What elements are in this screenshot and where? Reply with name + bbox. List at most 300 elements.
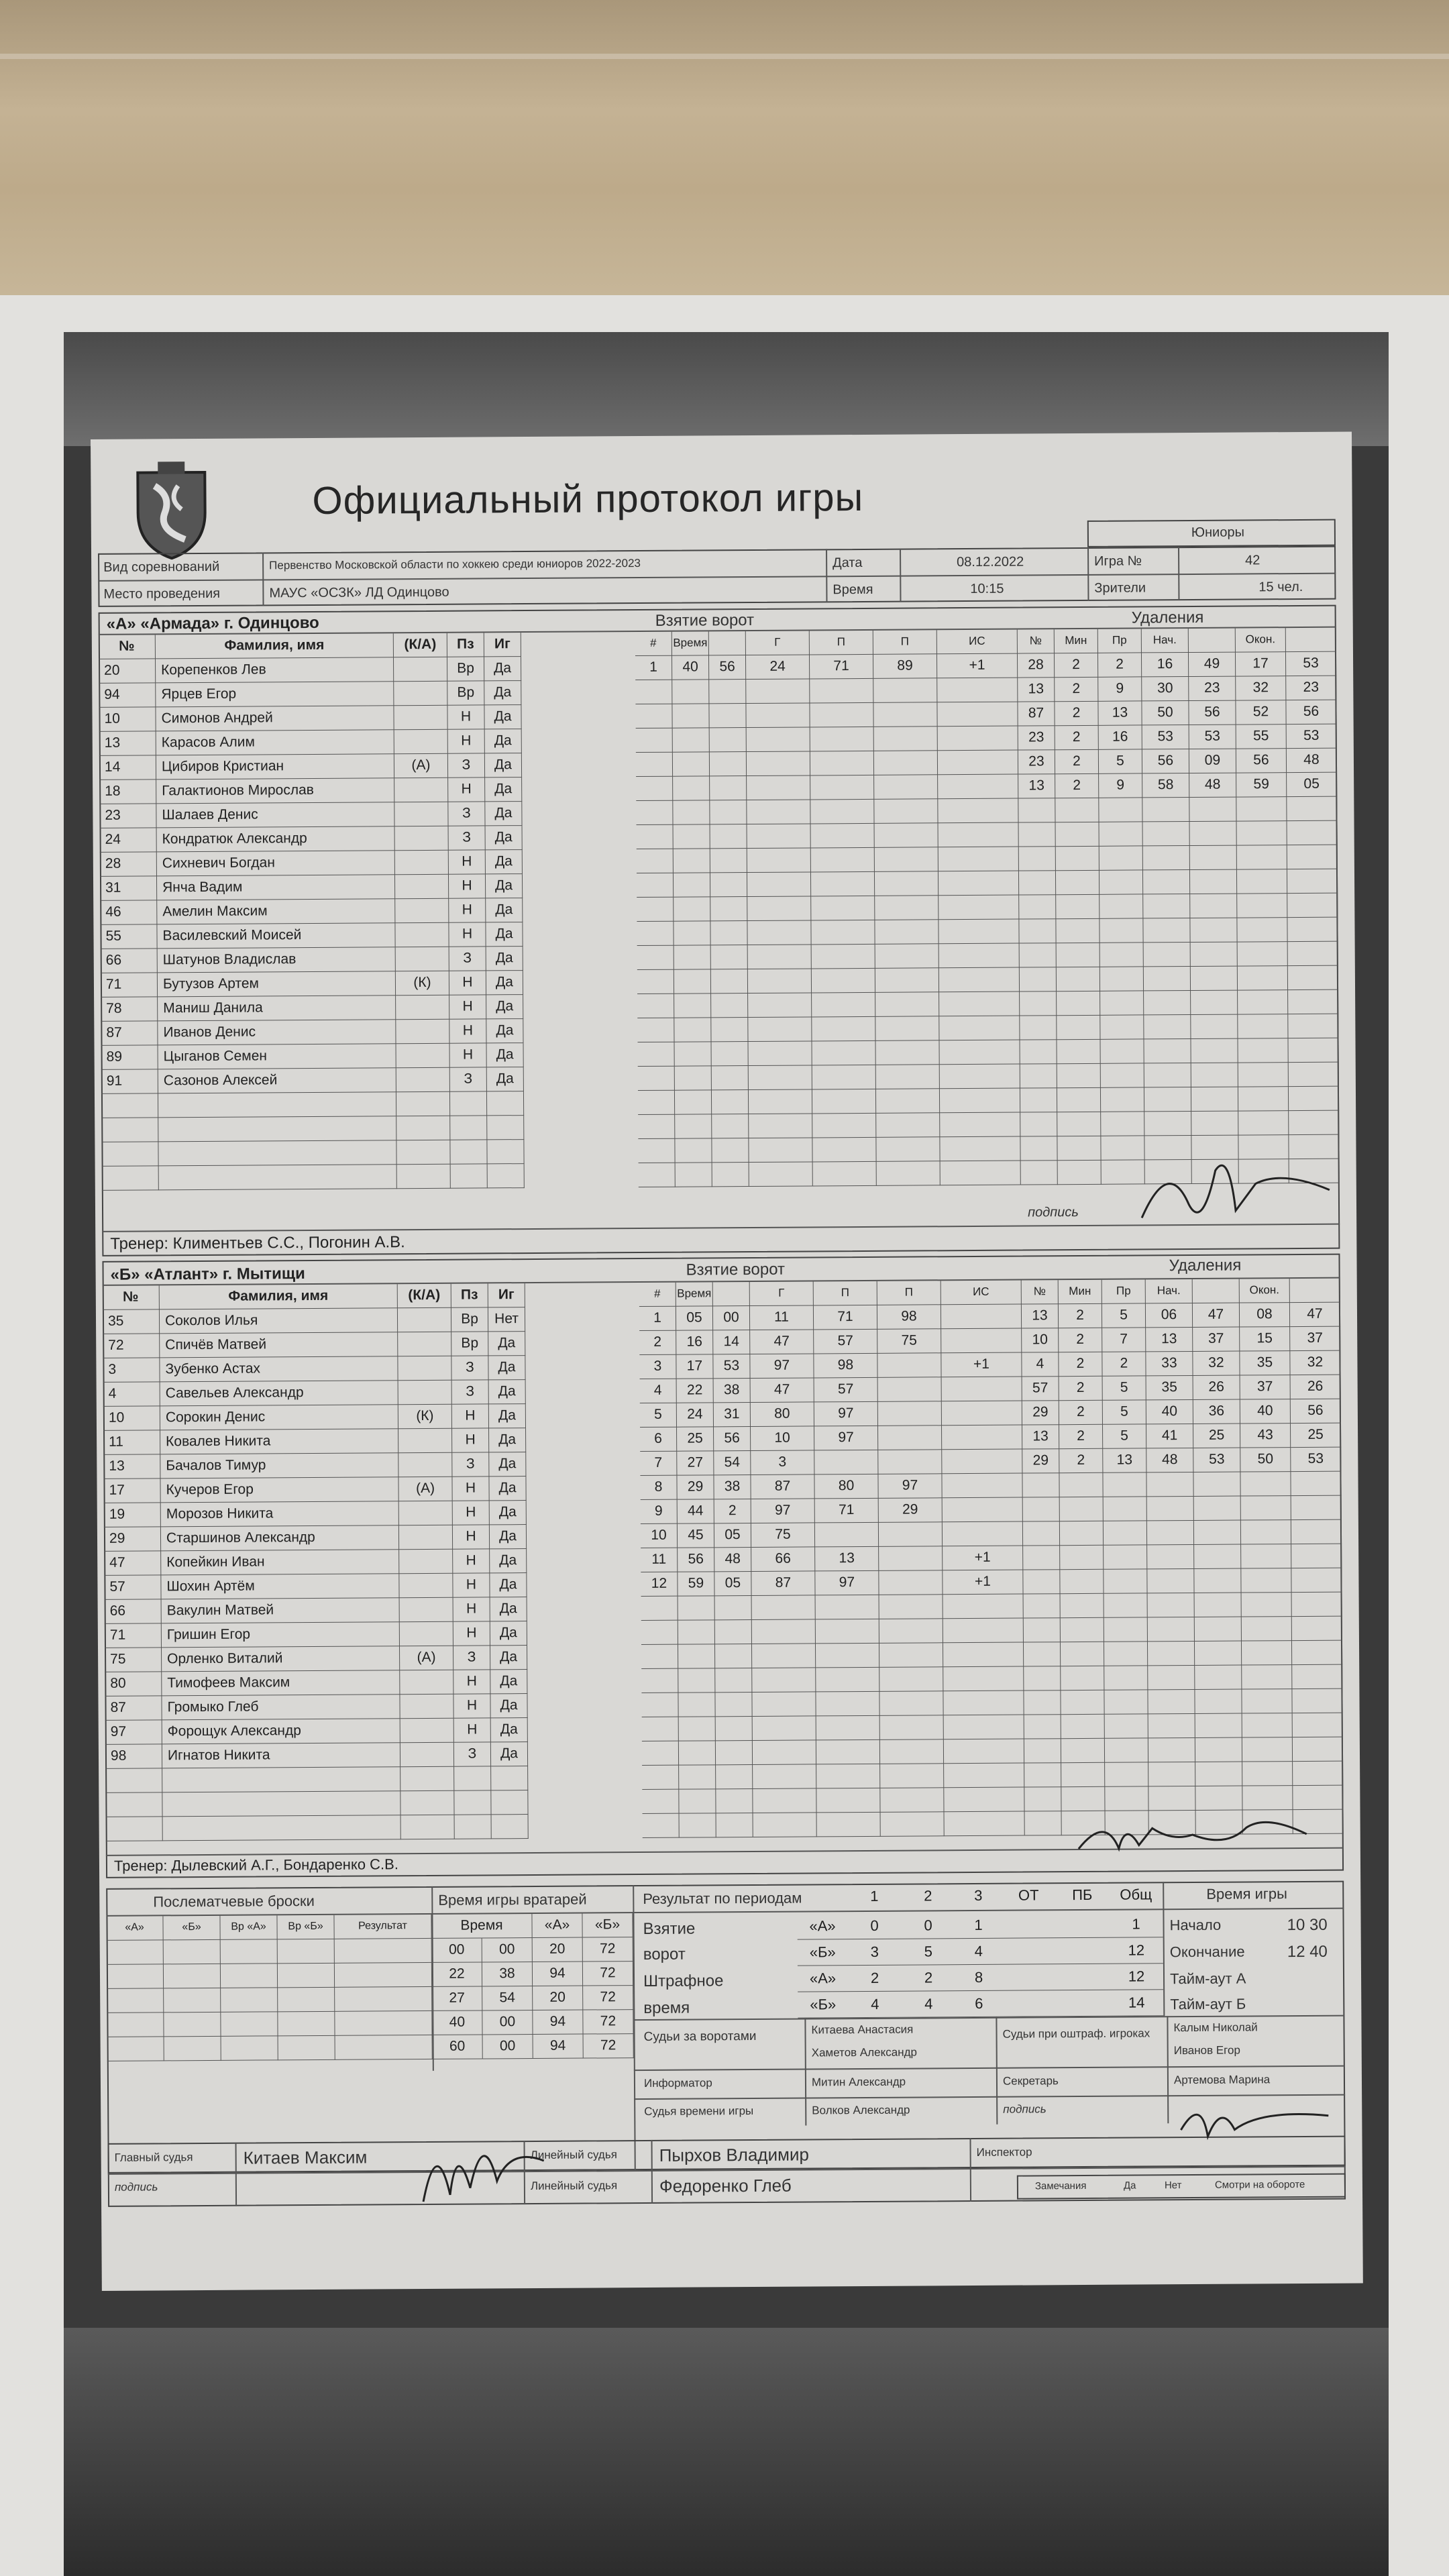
penalty-minutes	[1060, 1497, 1104, 1521]
player-number: 97	[105, 1720, 162, 1745]
penalty-minutes	[1061, 1715, 1105, 1739]
shootout-header-col: Вр «А»	[220, 1915, 277, 1940]
player-number: 57	[104, 1575, 161, 1600]
goal-minute	[679, 1741, 716, 1765]
goal-second	[716, 1765, 753, 1789]
remarks-label: Замечания	[1034, 2180, 1087, 2192]
goal-number: 9	[641, 1500, 678, 1524]
goal-assist-1	[812, 945, 875, 969]
player-name: Карасов Алим	[156, 730, 394, 755]
goal-minute	[678, 1644, 715, 1668]
penalty-reason	[1103, 1472, 1146, 1497]
period-value: 5	[924, 1943, 932, 1960]
goal-number	[637, 970, 674, 994]
gk-header-b: «Б»	[582, 1913, 633, 1937]
penalty-player	[1019, 895, 1056, 919]
goal-minute: 22	[677, 1379, 714, 1403]
goal-assist-2	[881, 1812, 945, 1837]
penalty-minutes	[1061, 1763, 1105, 1787]
goal-assist-2	[877, 1161, 941, 1186]
gk-header-a: «А»	[532, 1914, 582, 1938]
penalty-minutes	[1056, 847, 1099, 871]
penalty-player: 57	[1022, 1377, 1059, 1401]
goal-second	[709, 680, 746, 704]
penalty-start-min	[1142, 798, 1189, 822]
game-no-label: Игра №	[1094, 553, 1142, 569]
player-role: (К)	[398, 1405, 452, 1429]
goal-assist-1: 71	[814, 1305, 877, 1330]
goal-scorer	[746, 703, 810, 728]
penalty-reason	[1105, 1762, 1148, 1786]
goal-second	[712, 1042, 749, 1066]
goal-scorer	[747, 872, 811, 897]
team-a-goals-table	[635, 630, 1021, 1187]
goal-judge-2: Хаметов Александр	[811, 2045, 918, 2059]
period-value: 14	[1128, 1994, 1145, 2011]
shootout-cell	[278, 1988, 335, 2012]
period-column-label: 1	[870, 1887, 879, 1904]
secretary-value: Артемова Марина	[1173, 2073, 1271, 2087]
period-value: 0	[870, 1917, 879, 1934]
goal-assist-2	[873, 678, 937, 703]
player-role	[396, 1044, 450, 1068]
penalty-header-col: №	[1022, 1280, 1059, 1304]
player-position: Вр	[451, 1307, 488, 1332]
goal-second: 56	[714, 1427, 751, 1451]
penalty-end-min	[1241, 1544, 1291, 1568]
federation-logo-icon	[131, 459, 212, 560]
goal-situation	[942, 1377, 1022, 1402]
player-name: Соколов Илья	[160, 1308, 398, 1334]
penalty-end-sec	[1292, 1617, 1342, 1641]
competition-label: Вид соревнований	[103, 559, 220, 575]
team-a-pen-sign-label: подпись	[1027, 1205, 1079, 1220]
team-b-penalties-table	[1022, 1279, 1344, 1836]
player-number: 91	[101, 1069, 158, 1094]
goal-assist-1	[816, 1788, 880, 1813]
goal-assist-1	[810, 727, 874, 752]
period-row	[797, 1911, 1163, 1939]
goal-scorer	[749, 1065, 812, 1090]
goal-scorer	[752, 1595, 816, 1620]
goal-minute	[675, 1138, 712, 1163]
penalty-minutes	[1057, 1040, 1100, 1064]
goal-assist-1	[810, 775, 874, 800]
player-name: Бутузов Артем	[158, 971, 396, 997]
goal-assist-2	[874, 751, 938, 775]
goalkeeper-time-table	[431, 1913, 633, 2059]
goal-second	[715, 1644, 752, 1668]
player-name: Орленко Виталий	[162, 1646, 400, 1672]
goal-situation: +1	[943, 1546, 1023, 1571]
penalty-minutes: 2	[1055, 678, 1098, 702]
goal-assist-2	[880, 1764, 944, 1788]
penalty-end-min	[1242, 1786, 1293, 1810]
penalty-player: 13	[1022, 1425, 1059, 1449]
player-played: Нет	[488, 1307, 525, 1332]
penalty-end-sec	[1293, 1762, 1343, 1786]
penalty-judges-label: Судьи при оштраф. игроках	[1002, 2027, 1150, 2041]
penalty-player: 28	[1018, 653, 1055, 678]
penalty-end-sec: 53	[1287, 724, 1337, 749]
goal-assist-2	[879, 1691, 943, 1716]
player-position: Н	[454, 1718, 491, 1742]
player-position: З	[449, 947, 486, 971]
penalty-player: 29	[1022, 1401, 1059, 1425]
goal-scorer	[752, 1692, 816, 1717]
shootout-cell	[278, 2012, 335, 2037]
line-ref-1: Пырхов Владимир	[659, 2144, 810, 2165]
player-name	[162, 1791, 400, 1817]
penalty-end-sec: 56	[1286, 700, 1336, 724]
goal-assist-2	[877, 1353, 941, 1378]
goal-number	[642, 1790, 679, 1814]
penalty-start-sec	[1195, 1762, 1242, 1786]
penalty-player: 23	[1018, 750, 1055, 774]
goal-scorer	[749, 1162, 813, 1187]
shootout-cell	[335, 1987, 432, 2012]
penalty-minutes: 2	[1059, 1425, 1103, 1449]
goal-second	[712, 1163, 749, 1187]
goal-situation	[937, 678, 1018, 703]
player-number: 75	[105, 1648, 162, 1672]
player-number: 98	[105, 1744, 162, 1769]
penalty-player: 13	[1018, 774, 1055, 798]
player-position: Н	[447, 705, 484, 729]
penalty-start-min	[1144, 1015, 1191, 1039]
penalty-start-min: 16	[1142, 653, 1189, 677]
penalty-reason	[1105, 1714, 1148, 1738]
gk-second: 00	[482, 1938, 533, 1962]
penalty-reason: 5	[1103, 1400, 1146, 1424]
penalty-start-min	[1148, 1617, 1195, 1642]
goal-scorer	[747, 848, 811, 873]
player-role	[395, 826, 449, 851]
goal-second	[715, 1693, 752, 1717]
player-position: З	[452, 1380, 489, 1404]
goal-second	[715, 1596, 752, 1620]
gk-team-a: 20	[533, 1986, 583, 2010]
goal-assist-2	[879, 1667, 943, 1692]
penalty-start-min	[1144, 943, 1191, 967]
penalty-player	[1024, 1763, 1061, 1787]
goal-situation	[943, 1498, 1023, 1523]
goal-situation	[943, 1691, 1024, 1716]
timeout-a-label: Тайм-аут А	[1169, 1970, 1246, 1988]
goal-minute	[675, 1066, 712, 1090]
penalty-end-sec	[1293, 1737, 1343, 1762]
penalty-end-min	[1242, 1593, 1292, 1617]
period-value	[1002, 1964, 1056, 1990]
penalty-minutes	[1061, 1739, 1105, 1763]
player-name: Бачалов Тимур	[160, 1453, 398, 1479]
period-team-tag: «А»	[809, 1970, 837, 1987]
penalty-header-col	[1189, 629, 1236, 653]
goal-second	[715, 1668, 752, 1693]
goal-situation	[938, 751, 1018, 775]
penalty-reason	[1099, 894, 1143, 918]
goal-minute	[672, 704, 709, 728]
penalty-player	[1019, 847, 1056, 871]
goal-scorer	[752, 1644, 816, 1668]
goal-number	[642, 1741, 679, 1766]
penalty-start-sec	[1195, 1617, 1242, 1642]
goal-scorer	[753, 1813, 817, 1837]
goal-minute	[673, 776, 710, 800]
penalty-minutes: 2	[1059, 1352, 1102, 1377]
shootout-cell	[278, 1964, 335, 1988]
goal-assist-1	[812, 1041, 876, 1066]
gk-minute: 22	[432, 1962, 482, 1986]
penalty-start-sec	[1195, 1666, 1242, 1690]
player-number: 87	[101, 1021, 158, 1046]
goal-assist-2	[878, 1450, 942, 1474]
penalty-start-min	[1147, 1521, 1194, 1545]
goals-header-col: ИС	[941, 1281, 1022, 1305]
player-position: Н	[452, 1428, 489, 1452]
player-role	[396, 1092, 450, 1116]
penalty-player	[1024, 1787, 1061, 1811]
penalty-end-min	[1241, 1496, 1291, 1520]
penalty-end-sec: 48	[1287, 749, 1337, 773]
player-number: 3	[103, 1358, 160, 1383]
goal-minute	[673, 752, 710, 776]
goal-assist-1	[816, 1764, 880, 1789]
player-role	[400, 1622, 453, 1646]
penalty-start-min	[1144, 1087, 1191, 1112]
goal-number	[641, 1597, 678, 1621]
penalty-header-col	[1193, 1279, 1240, 1303]
goal-situation	[938, 823, 1019, 848]
goal-assist-2	[875, 823, 938, 848]
penalty-start-min	[1144, 991, 1191, 1015]
player-played: Да	[490, 1525, 527, 1549]
penalty-start-min: 58	[1142, 773, 1189, 798]
goal-minute: 44	[678, 1499, 714, 1523]
penalty-start-sec	[1195, 1642, 1242, 1666]
goal-situation	[942, 1450, 1022, 1474]
goal-number	[635, 704, 672, 729]
player-name: Вакулин Матвей	[162, 1598, 400, 1623]
goals-header-col: П	[814, 1281, 877, 1306]
player-number: 66	[105, 1599, 162, 1624]
shootout-cell	[164, 2037, 221, 2061]
player-played	[491, 1766, 528, 1790]
penalty-minutes: 2	[1055, 653, 1098, 678]
player-role: (А)	[398, 1477, 452, 1501]
time-value: 10:15	[970, 581, 1004, 596]
penalty-end-min	[1238, 1063, 1289, 1087]
penalty-start-sec: 53	[1193, 1448, 1240, 1472]
penalty-end-min	[1242, 1665, 1292, 1689]
penalty-end-sec: 56	[1291, 1399, 1341, 1424]
secretary-sign-label: подпись	[1003, 2102, 1046, 2116]
penalty-end-sec	[1291, 1472, 1341, 1496]
penalty-minutes	[1060, 1546, 1104, 1570]
penalty-start-sec	[1190, 918, 1237, 943]
penalty-player	[1020, 1136, 1057, 1161]
player-position: Н	[453, 1670, 490, 1694]
goal-assist-2	[875, 992, 939, 1017]
player-name: Сихневич Богдан	[157, 851, 395, 876]
goal-assist-1	[811, 872, 875, 897]
roster-header-name: Фамилия, имя	[156, 633, 394, 659]
goal-second: 38	[714, 1379, 751, 1403]
player-position: Вр	[451, 1332, 488, 1356]
goal-scorer	[753, 1788, 816, 1813]
player-number: 72	[103, 1334, 160, 1358]
penalty-minutes: 2	[1055, 774, 1099, 798]
goal-second	[710, 897, 747, 921]
wooden-desk	[0, 0, 1449, 315]
line-ref-label-1: Линейный судья	[530, 2148, 617, 2162]
goal-scorer: 97	[751, 1499, 815, 1523]
place-value: МАУС «ОСЗК» ЛД Одинцово	[269, 584, 449, 601]
penalty-end-min: 55	[1236, 724, 1287, 749]
goal-situation	[942, 1474, 1022, 1499]
penalty-minutes	[1061, 1642, 1104, 1666]
penalty-reason	[1101, 1063, 1144, 1087]
penalty-end-sec	[1291, 1496, 1342, 1520]
player-role	[399, 1525, 453, 1550]
penalty-end-sec	[1288, 966, 1338, 990]
player-number: 47	[104, 1551, 161, 1576]
goal-number	[637, 922, 674, 946]
player-role	[394, 682, 447, 706]
goal-number: 8	[640, 1476, 677, 1500]
penalty-reason	[1105, 1738, 1148, 1762]
penalty-start-sec: 23	[1189, 677, 1236, 701]
penalty-end-min: 17	[1236, 652, 1286, 676]
goal-number	[637, 825, 674, 849]
penalty-minutes	[1059, 1473, 1103, 1497]
penalty-end-min	[1236, 797, 1287, 821]
player-role	[399, 1574, 453, 1598]
team-b-goals-table	[639, 1281, 1025, 1838]
player-position: Н	[449, 971, 486, 995]
penalty-end-sec	[1292, 1689, 1342, 1713]
player-number: 18	[99, 780, 156, 804]
player-position: Н	[448, 729, 485, 753]
penalty-reason	[1104, 1617, 1148, 1642]
player-played: Да	[489, 1428, 526, 1452]
player-number: 11	[103, 1430, 160, 1455]
goal-assist-1: 71	[815, 1499, 879, 1523]
player-role	[396, 1140, 450, 1165]
player-name: Симонов Андрей	[156, 706, 394, 731]
player-position: Н	[452, 1404, 489, 1428]
period-value: 4	[974, 1942, 983, 1960]
player-played: Да	[484, 705, 521, 729]
penalty-minutes	[1061, 1787, 1105, 1811]
player-role	[396, 996, 449, 1020]
player-role	[394, 778, 448, 802]
goal-number	[636, 729, 673, 753]
penalty-start-sec: 49	[1189, 653, 1236, 677]
date-value: 08.12.2022	[957, 554, 1024, 570]
shootout-header-col: Вр «Б»	[277, 1915, 334, 1940]
player-role	[398, 1429, 452, 1453]
team-a-coach: Тренер: Климентьев С.С., Погонин А.В.	[110, 1233, 405, 1253]
penalty-minutes: 2	[1059, 1304, 1102, 1328]
penalty-player	[1023, 1521, 1060, 1546]
period-value: 4	[871, 1995, 879, 2012]
penalty-end-min	[1237, 845, 1287, 869]
player-position: Н	[449, 995, 486, 1019]
gk-minute: 00	[432, 1938, 482, 1962]
start-value: 10 30	[1287, 1915, 1328, 1935]
penalty-start-min	[1148, 1762, 1195, 1786]
goal-assist-1	[813, 1162, 877, 1187]
player-role	[394, 657, 447, 682]
period-column-label: ОТ	[1018, 1886, 1039, 1904]
player-position: З	[449, 826, 486, 850]
penalty-start-min	[1143, 870, 1190, 894]
penalty-start-min	[1148, 1666, 1195, 1690]
goal-scorer: 66	[751, 1547, 815, 1572]
penalty-reason: 5	[1099, 749, 1142, 773]
goals-header-col: #	[639, 1283, 676, 1307]
penalty-end-min	[1241, 1568, 1291, 1593]
roster-header-no: №	[103, 1285, 160, 1310]
penalty-end-min	[1238, 1087, 1289, 1111]
penalty-end-sec	[1288, 1014, 1338, 1038]
penalty-start-min: 35	[1146, 1376, 1193, 1400]
gk-second: 54	[482, 1986, 533, 2010]
goal-assist-2	[879, 1595, 943, 1619]
goal-scorer	[752, 1619, 816, 1644]
penalty-header-col: Пр	[1098, 629, 1142, 653]
penalty-player	[1024, 1594, 1061, 1618]
goal-situation: +1	[941, 1353, 1022, 1378]
periods-title: Результат по периодам	[643, 1889, 802, 1908]
penalty-player	[1024, 1642, 1061, 1666]
player-played: Да	[491, 1742, 528, 1766]
player-played: Да	[486, 971, 523, 995]
goal-second: 48	[714, 1548, 751, 1572]
player-role	[398, 1332, 451, 1356]
player-played: Да	[489, 1404, 526, 1428]
player-name: Форощук Александр	[162, 1719, 400, 1744]
goal-situation	[939, 944, 1020, 969]
period-column-label: 2	[924, 1887, 932, 1904]
gk-second: 00	[482, 2010, 533, 2035]
player-name: Тимофеев Максим	[162, 1670, 400, 1696]
player-number: 23	[99, 804, 156, 828]
player-position: З	[453, 1646, 490, 1670]
period-value	[1056, 1938, 1110, 1964]
penalty-minutes	[1061, 1594, 1104, 1618]
goal-assist-1	[816, 1595, 879, 1620]
goal-assist-2	[876, 1065, 940, 1089]
gk-minute: 27	[432, 1986, 482, 2010]
player-number: 35	[103, 1309, 160, 1334]
period-value	[1056, 1964, 1110, 1990]
player-played: Да	[486, 898, 523, 922]
penalty-end-sec	[1288, 1038, 1338, 1063]
penalty-end-min	[1238, 990, 1288, 1014]
penalty-reason: 5	[1103, 1424, 1146, 1448]
goal-minute	[674, 994, 711, 1018]
player-role	[398, 1453, 452, 1477]
period-value: 3	[870, 1943, 879, 1960]
timeout-b-label: Тайм-аут Б	[1170, 1995, 1246, 2013]
gk-title: Время игры вратарей	[438, 1890, 587, 1909]
goal-situation	[942, 1426, 1022, 1450]
period-value: 6	[975, 1994, 983, 2012]
goal-number	[641, 1693, 678, 1717]
period-columns	[847, 1886, 1163, 1908]
